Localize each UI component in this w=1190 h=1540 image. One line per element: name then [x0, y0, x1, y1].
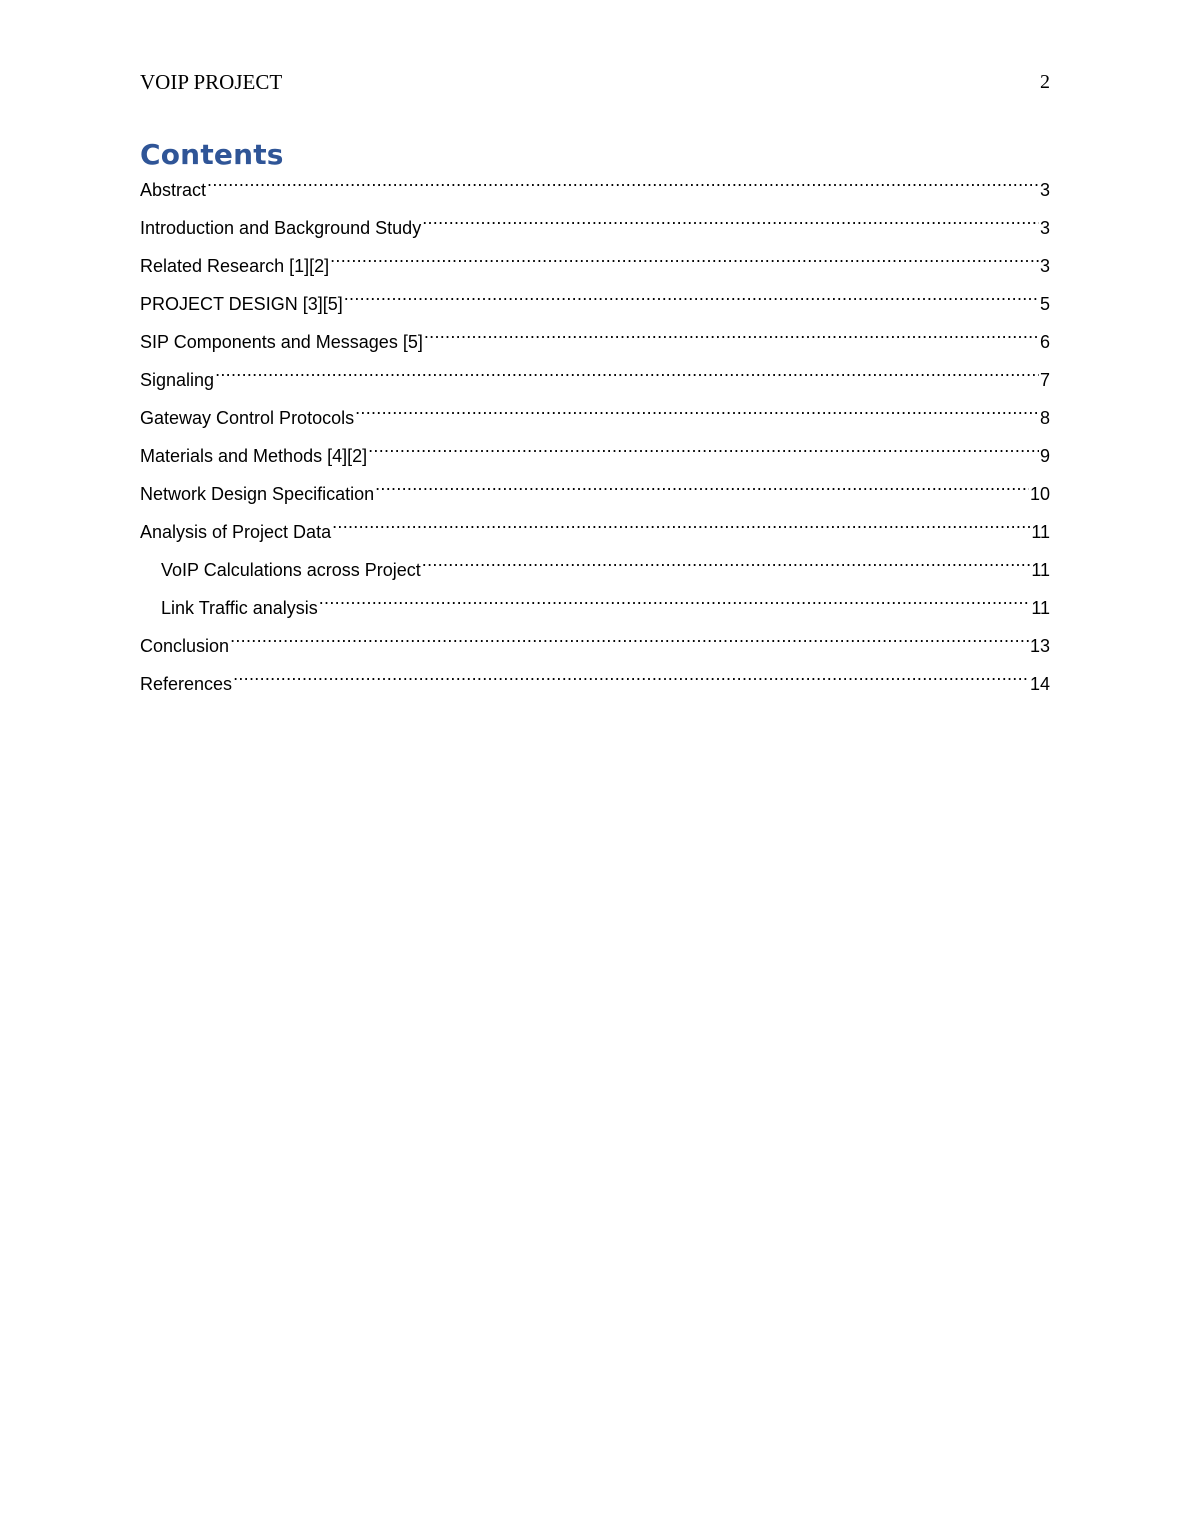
dot-leader [207, 176, 1039, 196]
toc-entry-project-design[interactable] [140, 290, 1050, 328]
toc-entry-page: 8 [1039, 408, 1050, 428]
toc-entry-label: Related Research [1][2] [140, 256, 330, 276]
dot-leader [375, 480, 1029, 500]
dot-leader [319, 594, 1031, 614]
dot-leader [330, 252, 1039, 272]
toc-entry-analysis[interactable] [140, 518, 1050, 556]
toc-entry-label: Introduction and Background Study [140, 218, 422, 238]
toc-entry-label: Abstract [140, 180, 207, 200]
toc-entry-page: 11 [1031, 598, 1050, 618]
dot-leader [230, 632, 1029, 652]
toc-entry-related-research[interactable] [140, 252, 1050, 290]
toc-entry-label: Link Traffic analysis [161, 598, 318, 618]
toc-entry-references[interactable] [140, 670, 1050, 708]
toc-entry-gateway-control[interactable] [140, 404, 1050, 442]
toc-entry-label: Signaling [140, 370, 215, 390]
toc-entry-label: PROJECT DESIGN [3][5] [140, 294, 343, 314]
running-head: VOIP PROJECT [140, 70, 283, 94]
toc-entry-conclusion[interactable] [140, 632, 1050, 670]
dot-leader [215, 366, 1039, 386]
toc-entry-page: 13 [1029, 636, 1050, 656]
toc-entry-page: 5 [1039, 294, 1050, 314]
toc-entry-label: Analysis of Project Data [140, 522, 332, 542]
toc-entry-page: 11 [1031, 522, 1050, 542]
toc-entry-label: Materials and Methods [4][2] [140, 446, 368, 466]
toc-entry-introduction[interactable] [140, 214, 1050, 252]
toc-entry-page: 11 [1031, 560, 1050, 580]
toc-entry-network-design[interactable] [140, 480, 1050, 518]
toc-entry-label: Conclusion [140, 636, 230, 656]
toc-entry-link-traffic[interactable] [140, 594, 1050, 632]
dot-leader [422, 556, 1031, 576]
toc-entry-label: SIP Components and Messages [5] [140, 332, 423, 352]
toc-entry-page: 3 [1039, 180, 1050, 200]
toc-entry-page: 3 [1039, 256, 1050, 276]
dot-leader [424, 328, 1039, 348]
toc-entry-label: Network Design Specification [140, 484, 375, 504]
dot-leader [422, 214, 1039, 234]
toc-entry-label: References [140, 674, 233, 694]
dot-leader [344, 290, 1039, 310]
toc-entry-page: 9 [1039, 446, 1050, 466]
toc-entry-materials-methods[interactable] [140, 442, 1050, 480]
page-header [140, 70, 1050, 100]
toc-entry-page: 10 [1029, 484, 1050, 504]
dot-leader [233, 670, 1029, 690]
toc-title: Contents [140, 138, 284, 171]
toc-entry-label: VoIP Calculations across Project [161, 560, 421, 580]
page-number: 2 [1040, 71, 1050, 93]
toc-entry-label: Gateway Control Protocols [140, 408, 355, 428]
dot-leader [332, 518, 1030, 538]
dot-leader [355, 404, 1039, 424]
toc-entry-signaling[interactable] [140, 366, 1050, 404]
toc-entry-page: 7 [1039, 370, 1050, 390]
toc-entry-page: 3 [1039, 218, 1050, 238]
toc-entry-page: 6 [1039, 332, 1050, 352]
toc-entry-abstract[interactable] [140, 176, 1050, 214]
toc-entry-page: 14 [1029, 674, 1050, 694]
toc-entry-sip-components[interactable] [140, 328, 1050, 366]
dot-leader [368, 442, 1039, 462]
toc-entry-voip-calculations[interactable] [140, 556, 1050, 594]
table-of-contents [140, 176, 1050, 708]
